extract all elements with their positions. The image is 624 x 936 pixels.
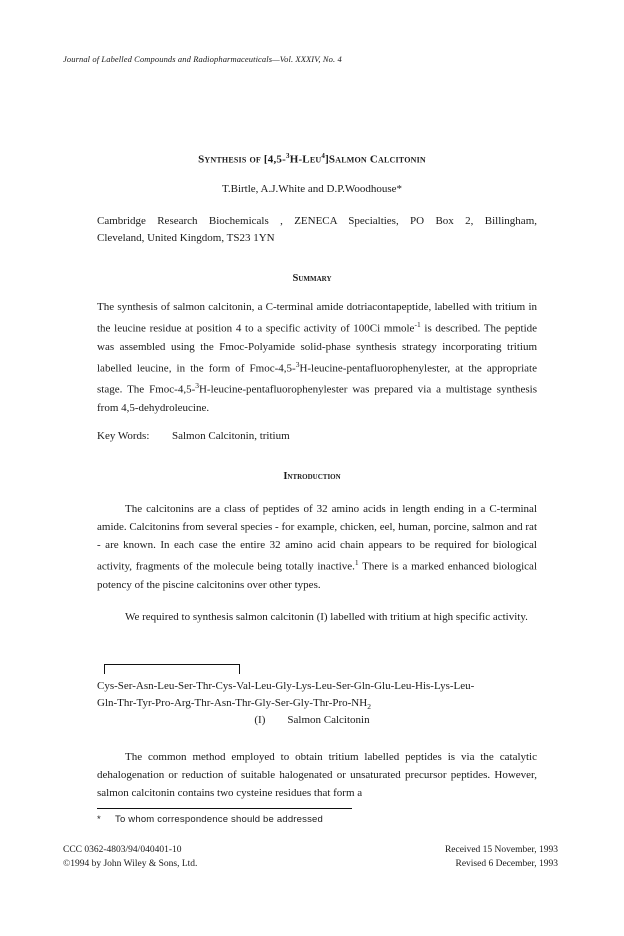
title-part-1: Synthesis of [4,5- bbox=[198, 153, 286, 166]
summary-text-c: H-leucine-pentafluorophenylester, at the appropriate stage. The Fmoc-4,5- bbox=[97, 362, 537, 396]
summary-sup-b: 3 bbox=[295, 359, 300, 369]
copyright: ©1994 by John Wiley & Sons, Ltd. bbox=[63, 859, 198, 869]
summary-text-a: The synthesis of salmon calcitonin, a C-terminal amide dotriacontapeptide, labelled with tritium in the leucine residue at position 4 to a specific activity of 100Ci mmole bbox=[97, 301, 537, 335]
intro-p1-ref: 1 bbox=[354, 558, 359, 567]
footnote-text: To whom correspondence should be addressed bbox=[115, 814, 324, 825]
affiliation-line-1: Cambridge Research Biochemicals , ZENECA Specialties, PO Box 2, Billingham, bbox=[97, 215, 537, 227]
title-part-3: ]Salmon Calcitonin bbox=[325, 153, 426, 166]
sequence-line-2-sub: 2 bbox=[367, 702, 371, 712]
keywords-label: Key Words: bbox=[97, 430, 150, 442]
keywords bbox=[97, 430, 290, 442]
intro-p1-text-b: There is a marked enhanced biological potency of the piscine calcitonins over other types. bbox=[97, 560, 537, 591]
paper-title bbox=[0, 152, 624, 166]
sequence-line-2 bbox=[97, 697, 371, 711]
sequence-line-1: Cys-Ser-Asn-Leu-Ser-Thr-Cys-Val-Leu-Gly-Lys-Leu-Ser-Gln-Glu-Leu-His-Lys-Leu- bbox=[97, 680, 475, 692]
summary-paragraph bbox=[97, 298, 537, 417]
disulfide-bridge-bracket bbox=[104, 664, 240, 674]
footnote bbox=[97, 814, 323, 825]
summary-sup-c: 3 bbox=[195, 381, 199, 391]
footer-left bbox=[63, 843, 197, 871]
affiliation-line-2: Cleveland, United Kingdom, TS23 1YN bbox=[97, 232, 275, 244]
sequence-line-2-text: Gln-Thr-Tyr-Pro-Arg-Thr-Asn-Thr-Gly-Ser-Gly-Thr-Pro-NH bbox=[97, 697, 368, 709]
journal-header: Journal of Labelled Compounds and Radiopharmaceuticals—Vol. XXXIV, No. 4 bbox=[63, 54, 342, 64]
summary-heading: Summary bbox=[292, 273, 332, 284]
intro-paragraph-2: We required to synthesis salmon calcitonin (I) labelled with tritium at high specific activity. bbox=[125, 611, 528, 623]
received-date: Received 15 November, 1993 bbox=[444, 845, 558, 855]
intro-paragraph-1 bbox=[97, 500, 537, 594]
sequence-label bbox=[0, 714, 624, 726]
summary-text-d: H-leucine-pentafluorophenylester was prepared via a multistage synthesis from 4,5-dehydroleucine. bbox=[97, 383, 538, 414]
footer-right bbox=[445, 843, 558, 871]
title-superscript-1: 3 bbox=[285, 152, 290, 160]
summary-text-b: is described. The peptide was assembled using the Fmoc-Polyamide solid-phase synthesis strategy incorporating tritium labelled leucine, in the form of Fmoc-4,5- bbox=[97, 322, 538, 375]
revised-date: Revised 6 December, 1993 bbox=[455, 859, 558, 869]
body-paragraph-3: The common method employed to obtain tritium labelled peptides is via the catalytic dehalogenation or reduction of suitable halogenated or unsaturated precursor peptides. However, salmon calcitonin contains two cysteine residues that form a bbox=[97, 751, 537, 799]
authors: T.Birtle, A.J.White and D.P.Woodhouse* bbox=[221, 183, 403, 195]
title-part-2: H-Leu bbox=[289, 153, 322, 166]
keywords-value: Salmon Calcitonin, tritium bbox=[172, 430, 290, 442]
title-superscript-2: 4 bbox=[321, 152, 326, 160]
footnote-mark: * bbox=[97, 814, 101, 825]
summary-sup-a: -1 bbox=[414, 320, 421, 329]
ccc-code: CCC 0362-4803/94/040401-10 bbox=[63, 845, 182, 855]
intro-p1-text-a: The calcitonins are a class of peptides of 32 amino acids in length ending in a C-terminal amide. Calcitonins from several species - for example, chicken, eel, human, porcine, salmon and rat - are known. In each case the entire 32 amino acid chain appears to be required for biological activity, fragments of the molecule being totally inactive. bbox=[97, 503, 537, 573]
footnote-rule bbox=[97, 808, 352, 809]
affiliation bbox=[97, 213, 537, 247]
compound-number: (I) bbox=[254, 714, 266, 726]
compound-name: Salmon Calcitonin bbox=[287, 714, 370, 726]
introduction-heading: Introduction bbox=[283, 471, 341, 482]
